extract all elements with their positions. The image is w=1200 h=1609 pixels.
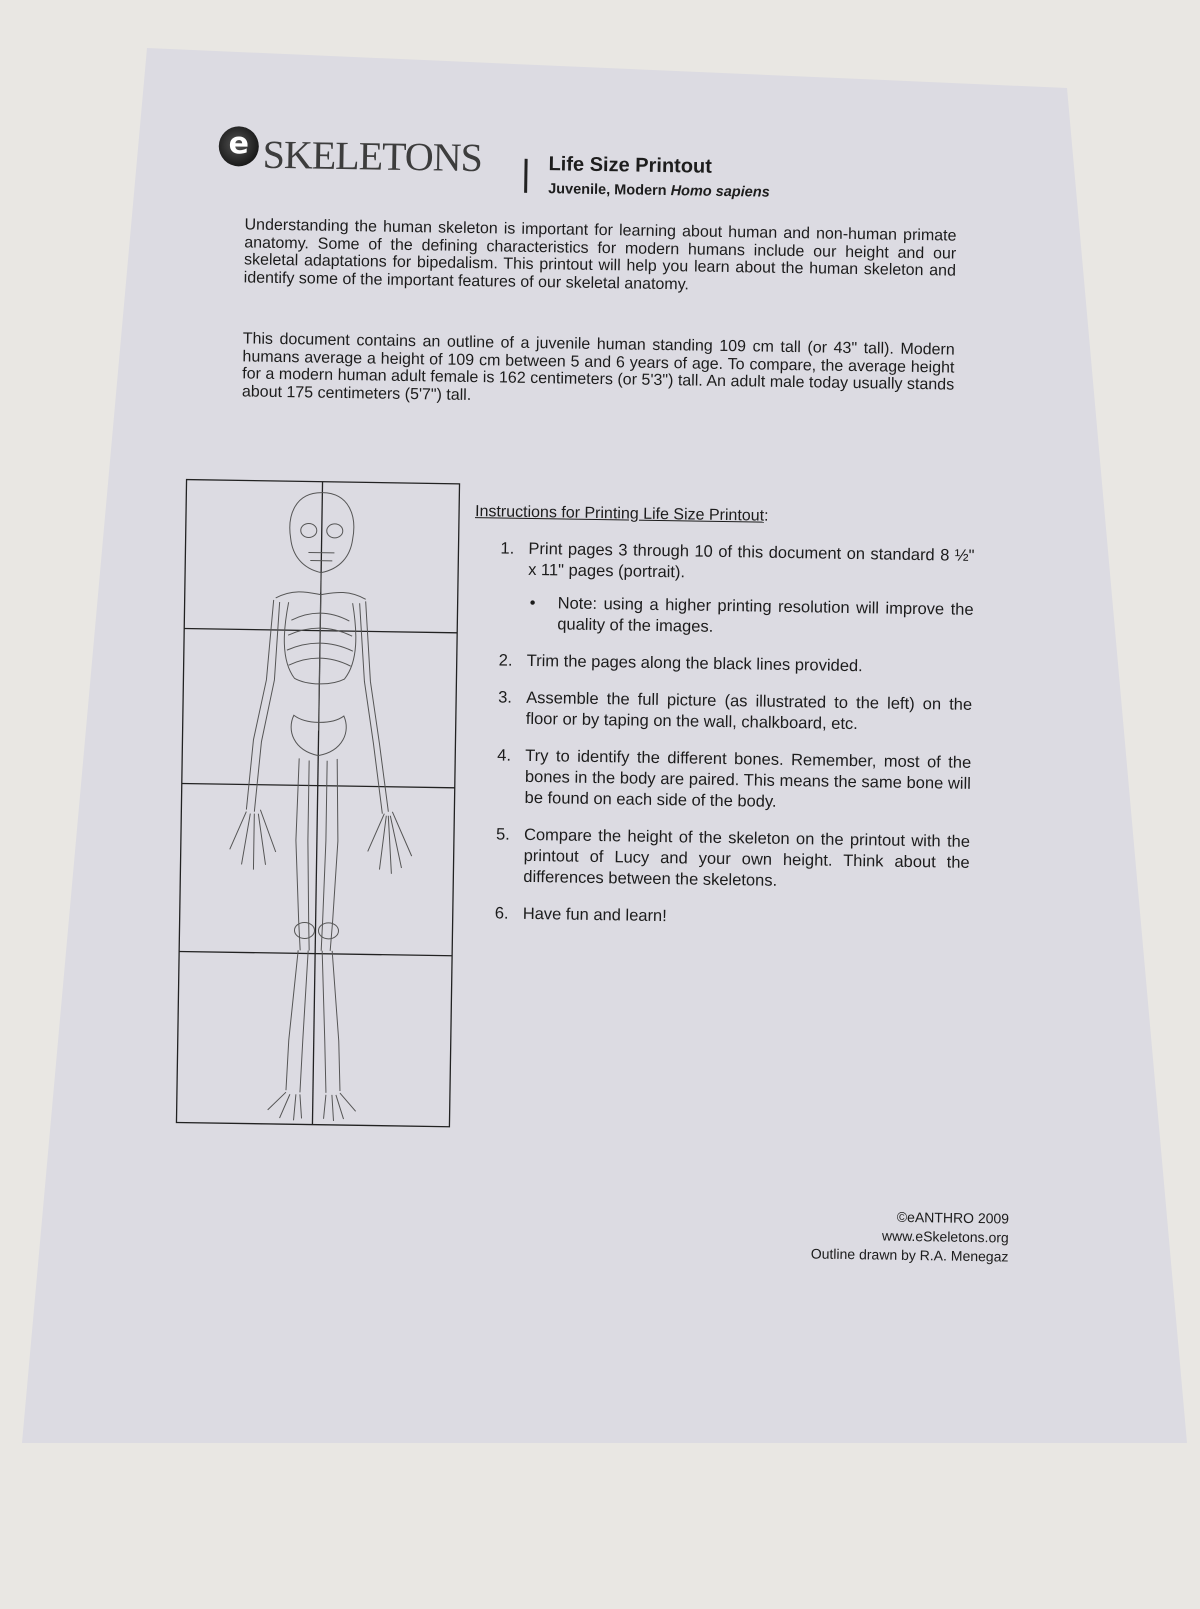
note-text: Note: using a higher printing resolution will improve the quality of the images. <box>557 594 974 636</box>
instruction-step-3 <box>492 687 973 737</box>
logo-wordmark: SKELETONS <box>262 131 483 181</box>
subtitle-species: Homo sapiens <box>670 183 770 201</box>
instructions-list <box>488 538 974 947</box>
footer-credits <box>811 1206 1010 1266</box>
intro-paragraph-1: Understanding the human skeleton is important for learning about human and non-human primate anatomy. Some of the defining characteristics for modern humans include our height and our skeletal adaptations for bipedalism. This printout will help you learn about the human skeleton and identify some of the important features of our skeletal anatomy. <box>243 216 957 293</box>
assembly-grid <box>176 480 459 1127</box>
skeleton-grid-illustration <box>175 479 460 1128</box>
step-text: Trim the pages along the black lines provided. <box>526 651 863 676</box>
step-text: Print pages 3 through 10 of this document on standard 8 ½" x 11" pages (portrait). <box>528 539 975 582</box>
instruction-step-2 <box>493 650 973 679</box>
subtitle-text: Juvenile, Modern <box>548 181 671 200</box>
page-subtitle <box>548 181 770 200</box>
logo-e-badge: e <box>218 126 259 167</box>
header-separator <box>524 159 528 193</box>
instructions-heading-text: Instructions for Printing Life Size Printout <box>474 503 765 525</box>
instruction-step-1 <box>494 538 975 588</box>
step-number: 6. <box>494 904 509 923</box>
page-title: Life Size Printout <box>548 153 713 178</box>
step-number: 4. <box>497 746 512 765</box>
instruction-step-5 <box>489 824 970 895</box>
step-text: Have fun and learn! <box>522 904 667 926</box>
credit-line: Outline drawn by R.A. Menegaz <box>810 1245 1009 1265</box>
step-text: Assemble the full picture (as illustrated to the left) on the floor or by taping on the wall, chalkboard, etc. <box>525 688 973 734</box>
website-line: www.eSkeletons.org <box>881 1227 1009 1246</box>
instructions-heading <box>475 503 769 526</box>
step-number: 2. <box>498 651 513 670</box>
copyright-line: ©eANTHRO 2009 <box>896 1208 1010 1227</box>
instructions-heading-colon: : <box>763 507 769 525</box>
eskeletons-logo <box>218 126 483 196</box>
instruction-step-4 <box>490 745 971 816</box>
instruction-note <box>493 592 974 642</box>
bullet-icon: • <box>529 593 536 613</box>
step-text: Try to identify the different bones. Remember, most of the bones in the body are paired. This means the same bone will be found on each side of the body. <box>524 746 972 811</box>
instruction-step-6 <box>489 903 969 932</box>
step-number: 3. <box>498 688 513 707</box>
step-number: 5. <box>495 825 510 844</box>
skeleton-assembly-figure <box>175 479 460 1128</box>
step-text: Compare the height of the skeleton on the printout with the printout of Lucy and your own height. Think about the differences between the skeletons. <box>523 825 971 890</box>
step-number: 1. <box>500 539 515 558</box>
intro-paragraph-2: This document contains an outline of a juvenile human standing 109 cm tall (or 43" tall). Modern humans average a height of 109 cm between 5 and 6 years of age. To compare, the average height for a modern human adult female is 162 centimeters (or 5'3") tall. An adult male today usually stands about 175 centimeters (5'7") tall. <box>241 330 955 404</box>
